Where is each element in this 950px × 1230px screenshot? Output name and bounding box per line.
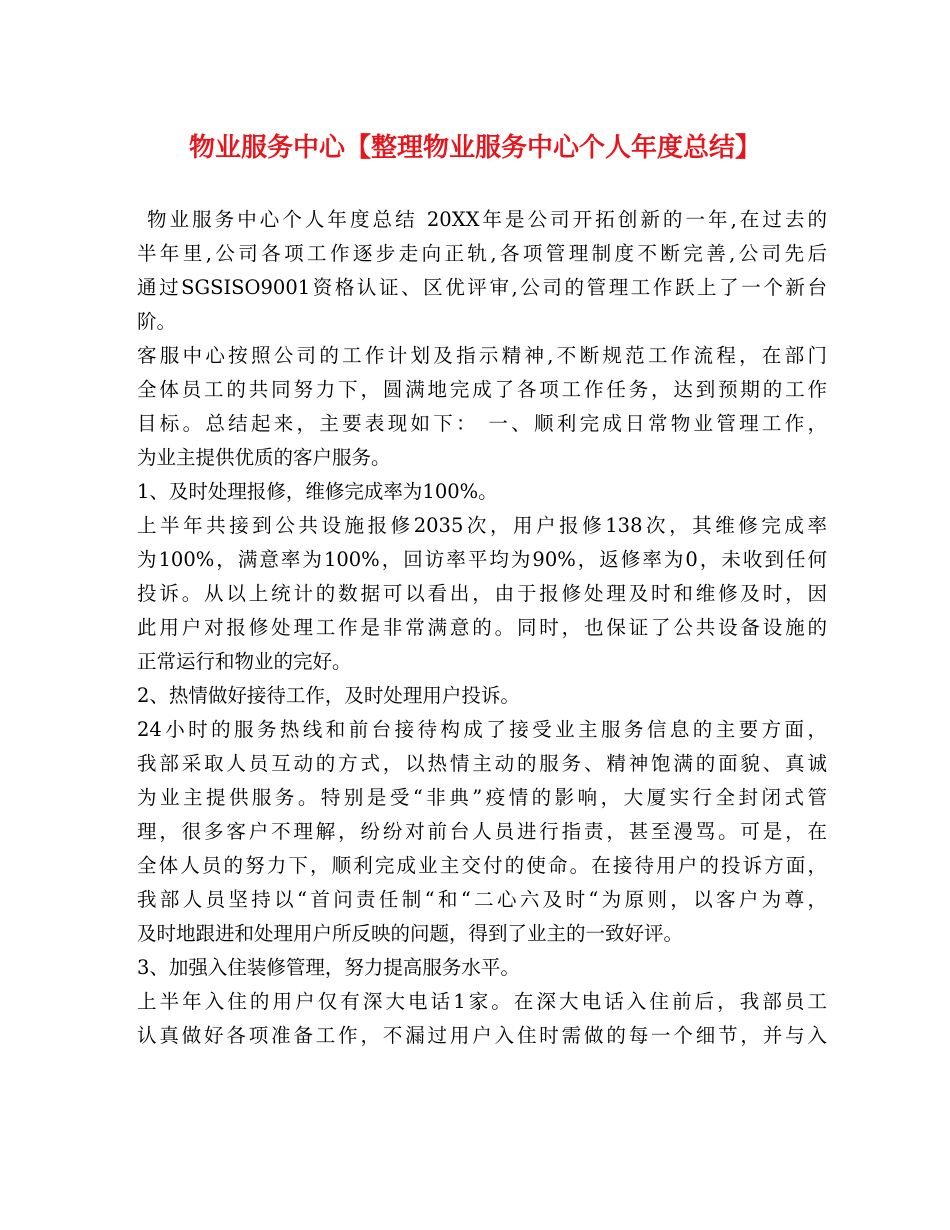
body-line: 1、及时处理报修，维修完成率为100%。 — [137, 480, 498, 503]
body-line: 2、热情做好接待工作，及时处理用户投诉。 — [137, 684, 520, 707]
body-line: 理，很多客户不理解，纷纷对前台人员进行指责，甚至漫骂。可是，在 — [137, 820, 827, 843]
body-line: 3、加强入住装修管理，努力提高服务水平。 — [137, 956, 520, 979]
body-line: 投诉。从以上统计的数据可以看出，由于报修处理及时和维修及时，因 — [137, 582, 827, 605]
body-line: 为100%，满意率为100%，回访率平均为90%，返修率为0，未收到任何 — [137, 548, 827, 571]
body-line: 半年里,公司各项工作逐步走向正轨,各项管理制度不断完善,公司先后 — [137, 242, 827, 265]
body-line: 阶。 — [137, 310, 177, 333]
body-line: 24小时的服务热线和前台接待构成了接受业主服务信息的主要方面， — [137, 718, 827, 741]
body-line: 我部人员坚持以“首问责任制“和“二心六及时“为原则，以客户为尊， — [137, 888, 827, 911]
body-line: 认真做好各项准备工作，不漏过用户入住时需做的每一个细节，并与入 — [137, 1024, 827, 1047]
body-line: 及时地跟进和处理用户所反映的问题，得到了业主的一致好评。 — [137, 922, 684, 945]
body-line: 上半年入住的用户仅有深大电话1家。在深大电话入住前后，我部员工 — [137, 990, 827, 1013]
body-line: 正常运行和物业的完好。 — [137, 650, 352, 673]
body-line: 目标。总结起来，主要表现如下： 一、顺利完成日常物业管理工作， — [137, 412, 827, 435]
body-line: 物业服务中心个人年度总结 20XX年是公司开拓创新的一年,在过去的 — [147, 208, 827, 231]
body-line: 全体人员的努力下，顺利完成业主交付的使命。在接待用户的投诉方面， — [137, 854, 827, 877]
document-title: 物业服务中心【整理物业服务中心个人年度总结】 — [188, 133, 761, 163]
body-line: 上半年共接到公共设施报修2035次，用户报修138次，其维修完成率 — [137, 514, 827, 537]
body-line: 我部采取人员互动的方式，以热情主动的服务、精神饱满的面貌、真诚 — [137, 752, 827, 775]
body-line: 全体员工的共同努力下，圆满地完成了各项工作任务，达到预期的工作 — [137, 378, 827, 401]
body-line: 为业主提供服务。特别是受“非典”疫情的影响，大厦实行全封闭式管 — [137, 786, 827, 809]
body-line: 为业主提供优质的客户服务。 — [137, 446, 391, 469]
body-line: 通过SGSISO9001资格认证、区优评审,公司的管理工作跃上了一个新台 — [137, 276, 827, 299]
body-line: 客服中心按照公司的工作计划及指示精神,不断规范工作流程，在部门 — [137, 344, 827, 367]
document-body — [137, 203, 827, 1053]
body-line: 此用户对报修处理工作是非常满意的。同时，也保证了公共设备设施的 — [137, 616, 827, 639]
